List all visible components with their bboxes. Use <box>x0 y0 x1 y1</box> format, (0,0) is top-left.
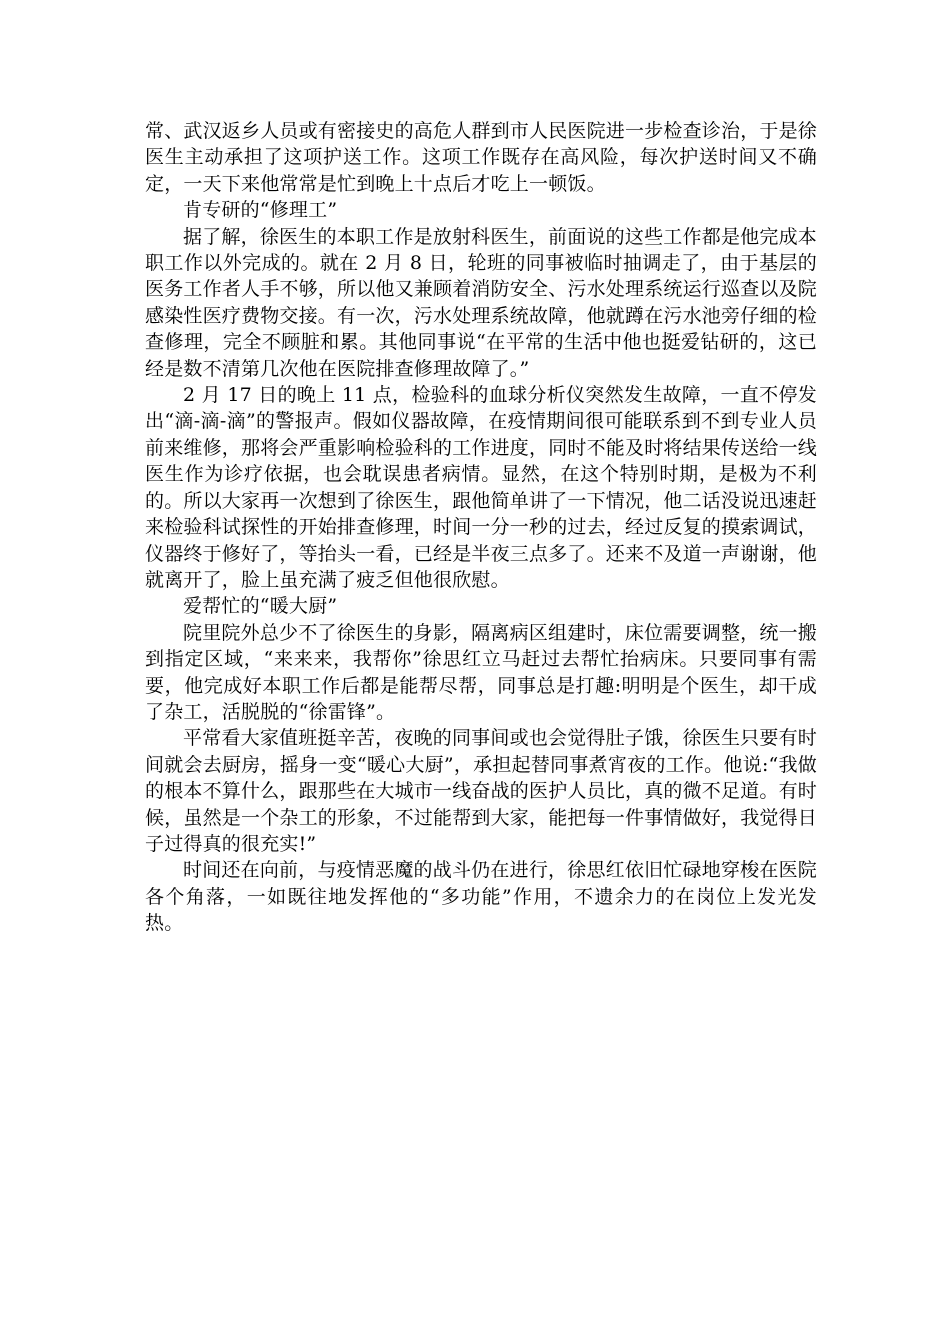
paragraph: 院里院外总少不了徐医生的身影，隔离病区组建时，床位需要调整，统一搬到指定区域，“来来来，我帮你”徐思红立马赶过去帮忙抬病床。只要同事有需要，他完成好本职工作后都是能帮尽帮，同事总是打趣:明明是个医生，却干成了杂工，活脱脱的“徐雷锋”。 <box>145 621 817 723</box>
document-body <box>145 118 817 937</box>
paragraph: 据了解，徐医生的本职工作是放射科医生，前面说的这些工作都是他完成本职工作以外完成的。就在 2 月 8 日，轮班的同事被临时抽调走了，由于基层的医务工作者人手不够，所以他又兼顾着消防安全、污水处理系统运行巡查以及院感染性医疗费物交接。有一次，污水处理系统故障，他就蹲在污水池旁仔细的检查修理，完全不顾脏和累。其他同事说“在平常的生活中他也挺爱钻研的，这已经是数不清第几次他在医院排查修理故障了。” <box>145 225 818 380</box>
section-heading-chef: 爱帮忙的“暖大厨” <box>183 595 338 618</box>
paragraph: 平常看大家值班挺辛苦，夜晚的同事间或也会觉得肚子饿，徐医生只要有时间就会去厨房，摇身一变“暖心大厨”，承担起替同事煮宵夜的工作。他说:“我做的根本不算什么，跟那些在大城市一线奋战的医护人员比，真的微不足道。有时候，虽然是一个杂工的形象，不过能帮到大家，能把每一件事情做好，我觉得日子过得真的很充实!” <box>145 727 818 855</box>
paragraph: 2 月 17 日的晚上 11 点，检验科的血球分析仪突然发生故障，一直不停发出“滴-滴-滴”的警报声。假如仪器故障，在疫情期间很可能联系到不到专业人员前来维修，那将会严重影响检验科的工作进度，同时不能及时将结果传送给一线医生作为诊疗依据，也会耽误患者病情。显然，在这个特别时期，是极为不利的。所以大家再一次想到了徐医生，跟他简单讲了一下情况，他二话没说迅速赶来检验科试探性的开始排查修理，时间一分一秒的过去，经过反复的摸索调试，仪器终于修好了，等抬头一看，已经是半夜三点多了。还来不及道一声谢谢，他就离开了，脸上虽充满了疲乏但他很欣慰。 <box>145 384 818 591</box>
section-heading-repairman: 肯专研的“修理工” <box>183 199 338 222</box>
paragraph-continued: 常、武汉返乡人员或有密接史的高危人群到市人民医院进一步检查诊治，于是徐医生主动承担了这项护送工作。这项工作既存在高风险，每次护送时间又不确定，一天下来他常常是忙到晚上十点后才吃上一顿饭。 <box>145 120 818 195</box>
paragraph: 时间还在向前，与疫情恶魔的战斗仍在进行，徐思红依旧忙碌地穿梭在医院各个角落，一如既往地发挥他的“多功能”作用，不遗余力的在岗位上发光发热。 <box>145 859 817 935</box>
